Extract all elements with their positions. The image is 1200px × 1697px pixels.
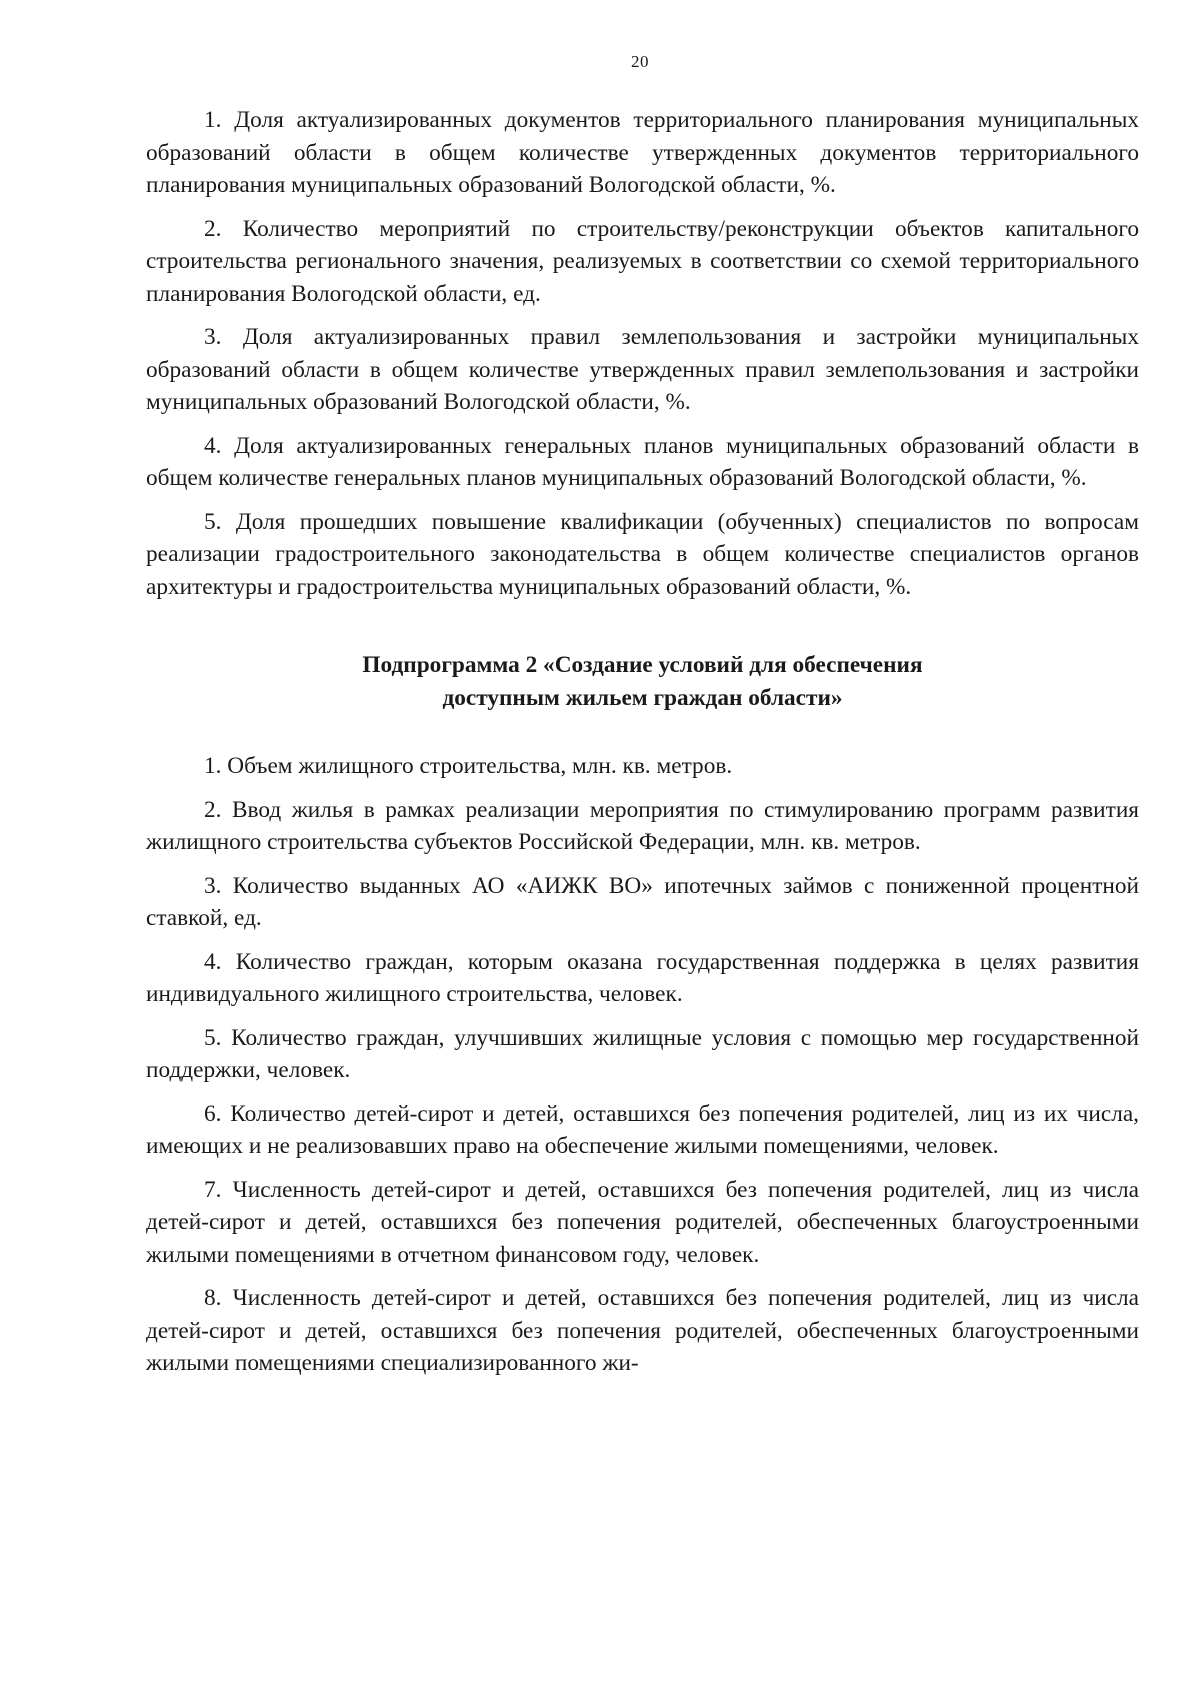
- indicator-item: 3. Доля актуализированных правил землепользования и застройки муниципальных образований области в общем количестве утвержденных правил землепользования и застройки муниципальных образований Вологодской области, %.: [146, 324, 1139, 415]
- indicator-item: 1. Объем жилищного строительства, млн. кв. метров.: [204, 753, 733, 779]
- indicator-item: 6. Количество детей-сирот и детей, оставшихся без попечения родителей, лиц из их числа, имеющих и не реализовавших право на обеспечение жилыми помещениями, человек.: [146, 1100, 1139, 1159]
- indicator-item: 1. Доля актуализированных документов территориального планирования муниципальных образований области в общем количестве утвержденных документов территориального планирования муниципальных образований Вологодской области, %.: [146, 107, 1139, 198]
- subprogram-2-indicators: [146, 750, 1139, 1380]
- subprogram-1-indicators: [146, 104, 1139, 603]
- indicator-item: 5. Количество граждан, улучшивших жилищные условия с помощью мер государственной поддержки, человек.: [146, 1024, 1139, 1083]
- indicator-item: 5. Доля прошедших повышение квалификации (обученных) специалистов по вопросам реализации градостроительного законодательства в общем количестве специалистов органов архитектуры и градостроительства муниципальных образований области, %.: [146, 508, 1139, 600]
- page-number: 20: [631, 52, 649, 71]
- subprogram-2-heading: [146, 649, 1139, 714]
- indicator-item: 4. Количество граждан, которым оказана государственная поддержка в целях развития индивидуального жилищного строительства, человек.: [146, 948, 1139, 1007]
- indicator-item: 2. Ввод жилья в рамках реализации мероприятия по стимулированию программ развития жилищного строительства субъектов Российской Федерации, млн. кв. метров.: [146, 796, 1139, 855]
- indicator-item: 2. Количество мероприятий по строительству/реконструкции объектов капитального строительства регионального значения, реализуемых в соответствии со схемой территориального планирования Вологодской области, ед.: [146, 215, 1139, 307]
- heading-line: Подпрограмма 2 «Создание условий для обеспечения: [362, 652, 923, 678]
- indicator-item: 4. Доля актуализированных генеральных планов муниципальных образований области в общем количестве генеральных планов муниципальных образований Вологодской области, %.: [146, 432, 1139, 491]
- document-body: [146, 104, 1139, 1391]
- indicator-item: 3. Количество выданных АО «АИЖК ВО» ипотечных займов с пониженной процентной ставкой, ед.: [146, 872, 1139, 931]
- indicator-item: 7. Численность детей-сирот и детей, оставшихся без попечения родителей, лиц из числа детей-сирот и детей, оставшихся без попечения родителей, обеспеченных благоустроенными жилыми помещениями в отчетном финансовом году, человек.: [146, 1176, 1139, 1268]
- indicator-item: 8. Численность детей-сирот и детей, оставшихся без попечения родителей, лиц из числа детей-сирот и детей, оставшихся без попечения родителей, обеспеченных благоустроенными жилыми помещениями специализированного жи-: [146, 1285, 1139, 1376]
- heading-line: доступным жильем граждан области»: [442, 684, 843, 711]
